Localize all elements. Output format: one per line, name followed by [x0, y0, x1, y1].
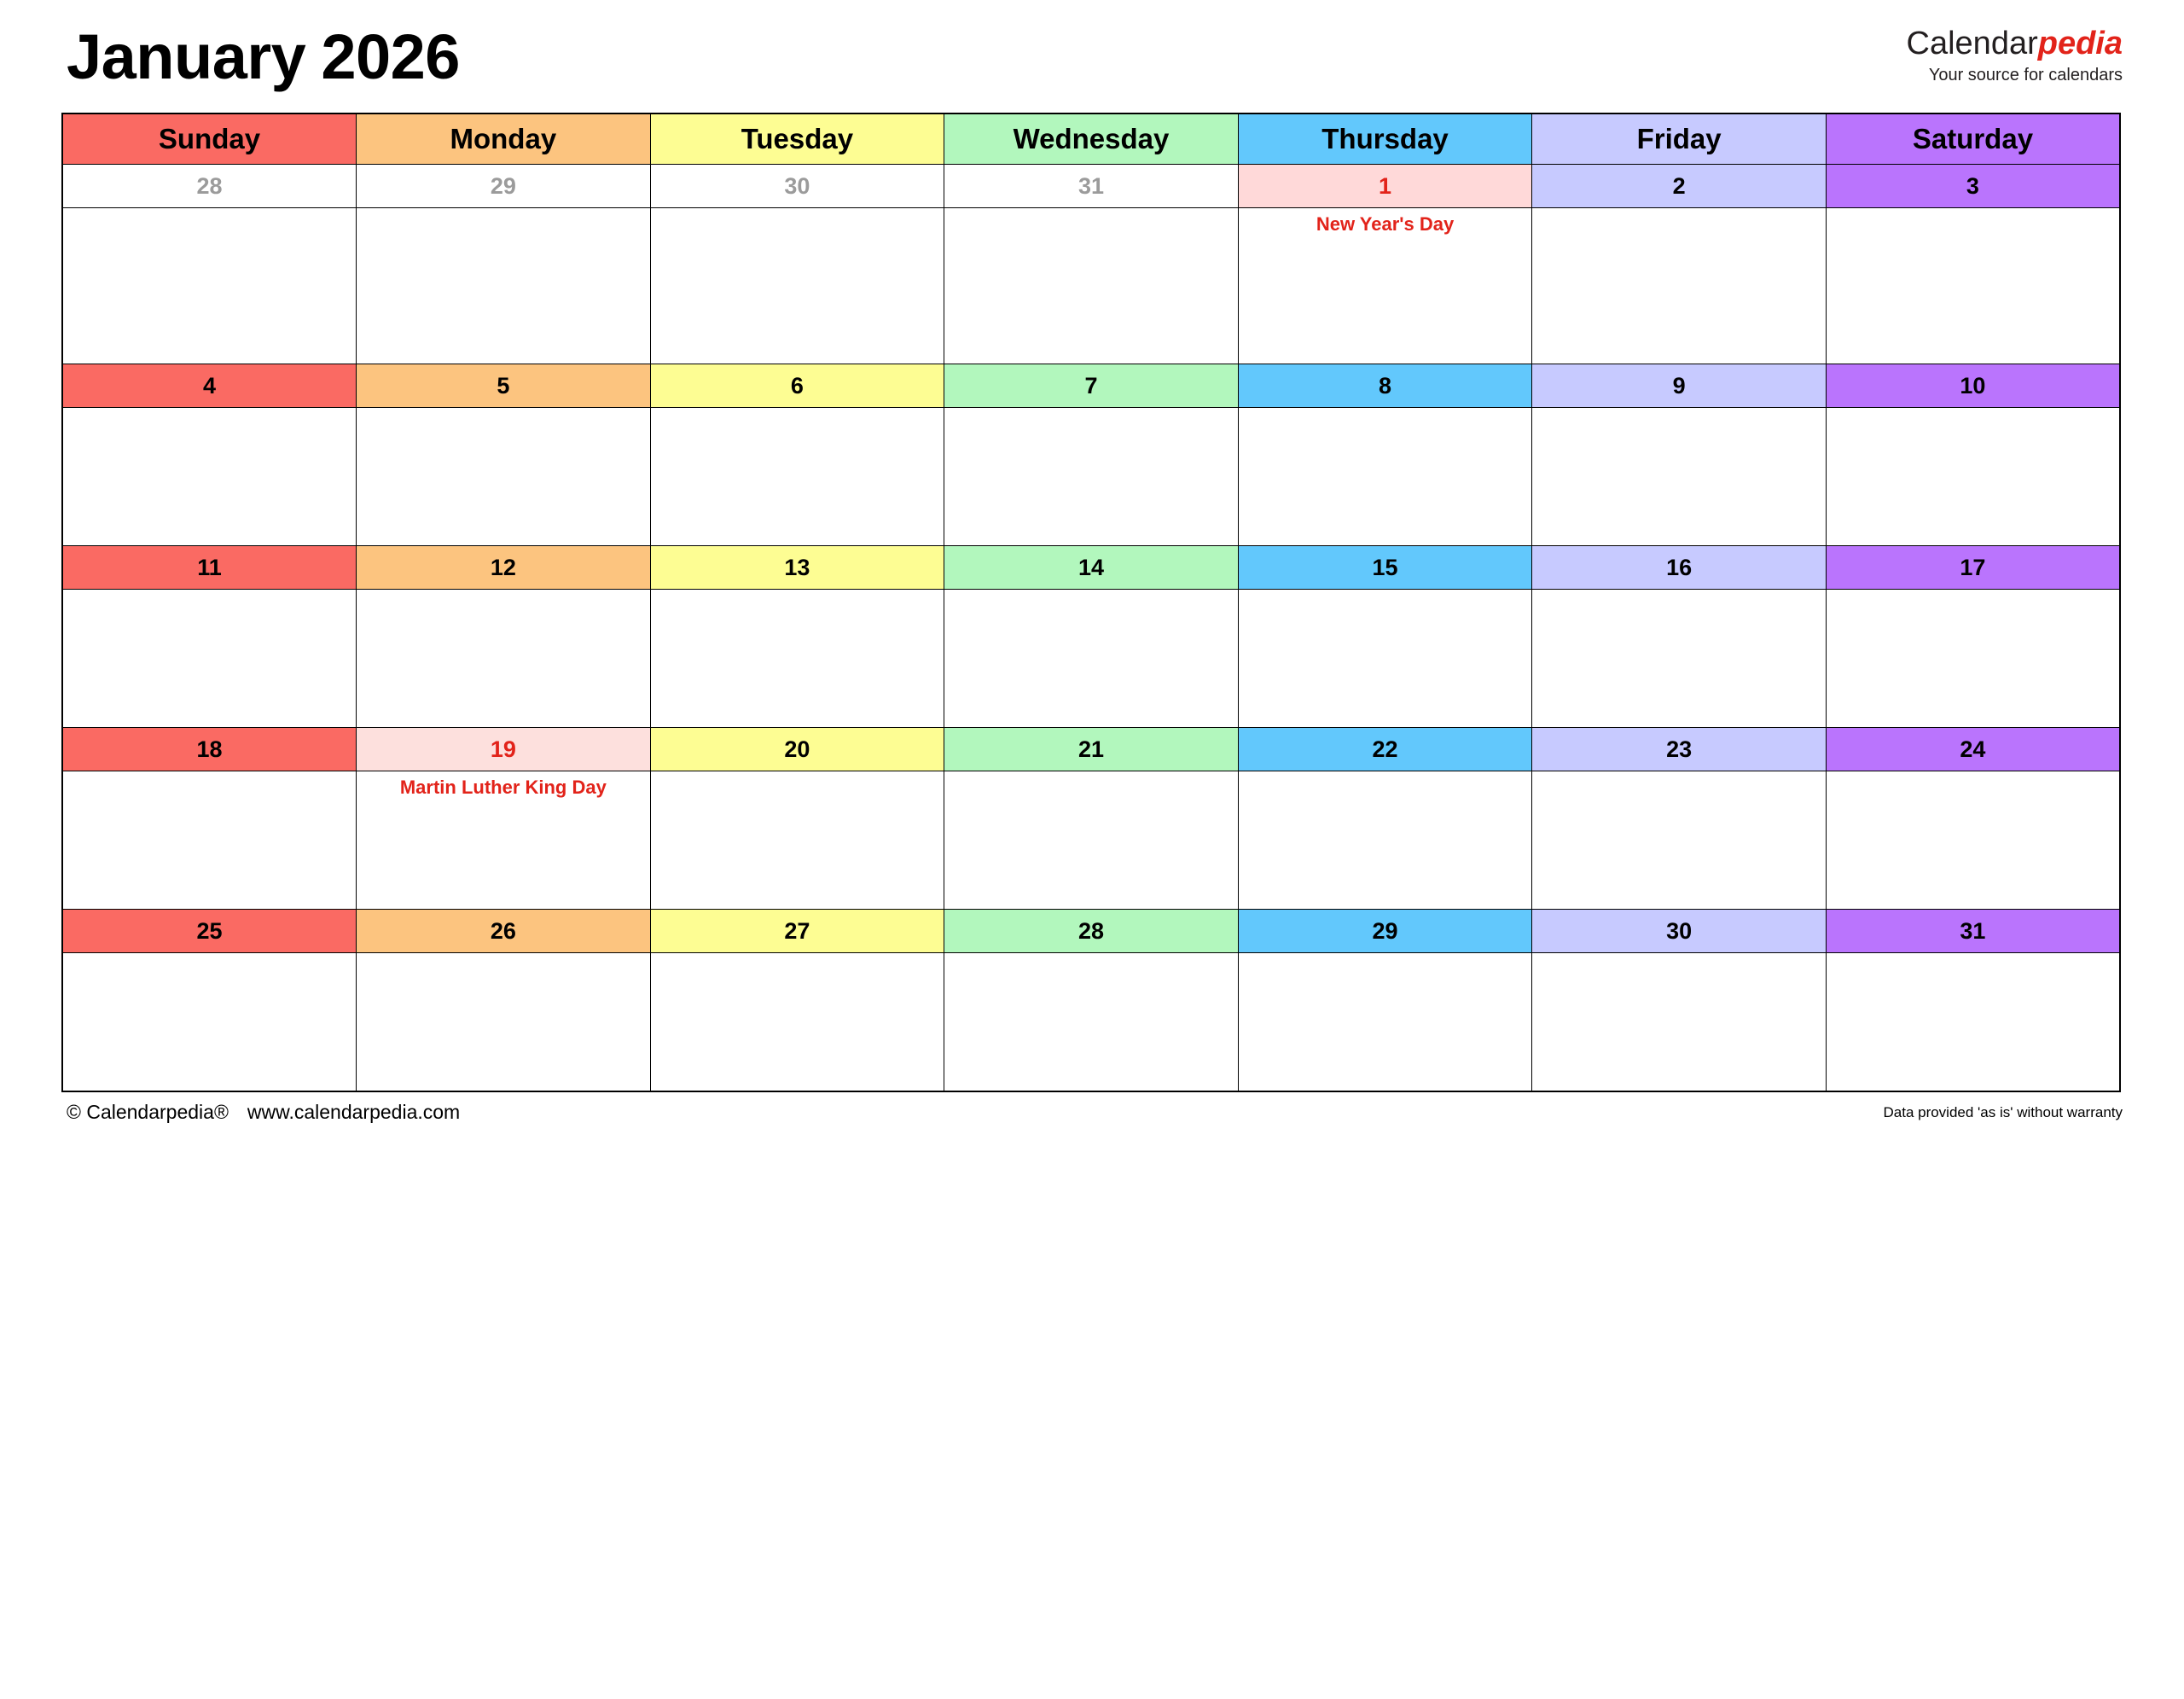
footer-disclaimer: Data provided 'as is' without warranty — [1883, 1104, 2123, 1120]
day-number-11[interactable]: 11 — [62, 546, 357, 590]
day-cell[interactable] — [1238, 771, 1532, 910]
day-cell[interactable] — [650, 408, 944, 546]
day-number-13[interactable]: 13 — [650, 546, 944, 590]
footer-copyright: © Calendarpedia® — [67, 1101, 229, 1123]
day-number-15[interactable]: 15 — [1238, 546, 1532, 590]
day-cell[interactable] — [1826, 408, 2120, 546]
day-cell[interactable] — [944, 208, 1239, 364]
weekday-header-wednesday: Wednesday — [944, 113, 1239, 165]
weekday-header-tuesday: Tuesday — [650, 113, 944, 165]
day-cell[interactable] — [62, 771, 357, 910]
day-number-12[interactable]: 12 — [357, 546, 651, 590]
day-number-row — [62, 165, 2120, 208]
footer-left — [67, 1101, 460, 1124]
day-cell[interactable] — [944, 953, 1239, 1092]
day-number-7[interactable]: 7 — [944, 364, 1239, 408]
day-number-27[interactable]: 27 — [650, 910, 944, 953]
day-number-2[interactable]: 2 — [1532, 165, 1827, 208]
day-cell[interactable] — [650, 590, 944, 728]
day-number-16[interactable]: 16 — [1532, 546, 1827, 590]
weekday-header-thursday: Thursday — [1238, 113, 1532, 165]
day-number-4[interactable]: 4 — [62, 364, 357, 408]
day-content-row — [62, 771, 2120, 910]
weekday-header-sunday: Sunday — [62, 113, 357, 165]
day-cell[interactable] — [1238, 208, 1532, 364]
day-number-25[interactable]: 25 — [62, 910, 357, 953]
day-cell[interactable] — [1238, 953, 1532, 1092]
weekday-header-friday: Friday — [1532, 113, 1827, 165]
day-number-row — [62, 910, 2120, 953]
day-cell[interactable] — [944, 771, 1239, 910]
day-cell[interactable] — [357, 208, 651, 364]
day-cell[interactable] — [1532, 953, 1827, 1092]
day-number-10[interactable]: 10 — [1826, 364, 2120, 408]
weekday-header-row — [62, 113, 2120, 165]
day-cell[interactable] — [650, 771, 944, 910]
day-cell[interactable] — [944, 408, 1239, 546]
day-cell[interactable] — [1238, 408, 1532, 546]
day-cell[interactable] — [357, 953, 651, 1092]
day-number-14[interactable]: 14 — [944, 546, 1239, 590]
day-cell[interactable] — [1532, 208, 1827, 364]
day-number-22[interactable]: 22 — [1238, 728, 1532, 771]
day-number-row — [62, 728, 2120, 771]
page-header — [61, 0, 2123, 113]
event-label: Martin Luther King Day — [399, 777, 607, 798]
page-footer — [61, 1101, 2123, 1135]
day-number-26[interactable]: 26 — [357, 910, 651, 953]
day-cell[interactable] — [1238, 590, 1532, 728]
event-label: New Year's Day — [1316, 213, 1455, 235]
calendar-grid — [61, 113, 2121, 1092]
weekday-header-monday: Monday — [357, 113, 651, 165]
day-number-29[interactable]: 29 — [357, 165, 651, 208]
day-number-28[interactable]: 28 — [62, 165, 357, 208]
day-number-18[interactable]: 18 — [62, 728, 357, 771]
day-cell[interactable] — [62, 953, 357, 1092]
day-number-3[interactable]: 3 — [1826, 165, 2120, 208]
day-number-31[interactable]: 31 — [944, 165, 1239, 208]
brand-tagline: Your source for calendars — [1928, 65, 2123, 84]
day-cell[interactable] — [1826, 208, 2120, 364]
day-content-row — [62, 208, 2120, 364]
day-number-30[interactable]: 30 — [650, 165, 944, 208]
day-cell[interactable] — [1826, 771, 2120, 910]
brand-name-part1: Calendar — [1906, 26, 2038, 61]
day-cell[interactable] — [1826, 590, 2120, 728]
day-number-24[interactable]: 24 — [1826, 728, 2120, 771]
day-cell[interactable] — [62, 590, 357, 728]
day-number-row — [62, 546, 2120, 590]
day-cell[interactable] — [944, 590, 1239, 728]
day-number-28[interactable]: 28 — [944, 910, 1239, 953]
day-number-1[interactable]: 1 — [1238, 165, 1532, 208]
day-number-20[interactable]: 20 — [650, 728, 944, 771]
day-cell[interactable] — [357, 408, 651, 546]
day-number-21[interactable]: 21 — [944, 728, 1239, 771]
day-content-row — [62, 408, 2120, 546]
day-number-row — [62, 364, 2120, 408]
day-number-9[interactable]: 9 — [1532, 364, 1827, 408]
day-cell[interactable] — [1532, 771, 1827, 910]
day-cell[interactable] — [357, 590, 651, 728]
day-cell[interactable] — [1826, 953, 2120, 1092]
day-number-8[interactable]: 8 — [1238, 364, 1532, 408]
brand-name-part2: pedia — [2037, 26, 2123, 61]
day-number-31[interactable]: 31 — [1826, 910, 2120, 953]
day-number-29[interactable]: 29 — [1238, 910, 1532, 953]
day-content-row — [62, 953, 2120, 1092]
day-cell[interactable] — [357, 771, 651, 910]
title-year: 2026 — [321, 21, 460, 92]
day-cell[interactable] — [1532, 408, 1827, 546]
day-number-5[interactable]: 5 — [357, 364, 651, 408]
title-month: January — [67, 21, 306, 92]
day-number-6[interactable]: 6 — [650, 364, 944, 408]
day-number-17[interactable]: 17 — [1826, 546, 2120, 590]
day-cell[interactable] — [650, 208, 944, 364]
day-cell[interactable] — [1532, 590, 1827, 728]
day-number-23[interactable]: 23 — [1532, 728, 1827, 771]
page-title — [67, 20, 460, 93]
day-cell[interactable] — [650, 953, 944, 1092]
day-cell[interactable] — [62, 208, 357, 364]
day-content-row — [62, 590, 2120, 728]
brand-logo — [1907, 27, 2123, 84]
weekday-header-saturday: Saturday — [1826, 113, 2120, 165]
day-number-30[interactable]: 30 — [1532, 910, 1827, 953]
day-number-19[interactable]: 19 — [357, 728, 651, 771]
footer-website-link[interactable]: www.calendarpedia.com — [247, 1101, 461, 1123]
day-cell[interactable] — [62, 408, 357, 546]
brand-name — [1907, 27, 2123, 61]
